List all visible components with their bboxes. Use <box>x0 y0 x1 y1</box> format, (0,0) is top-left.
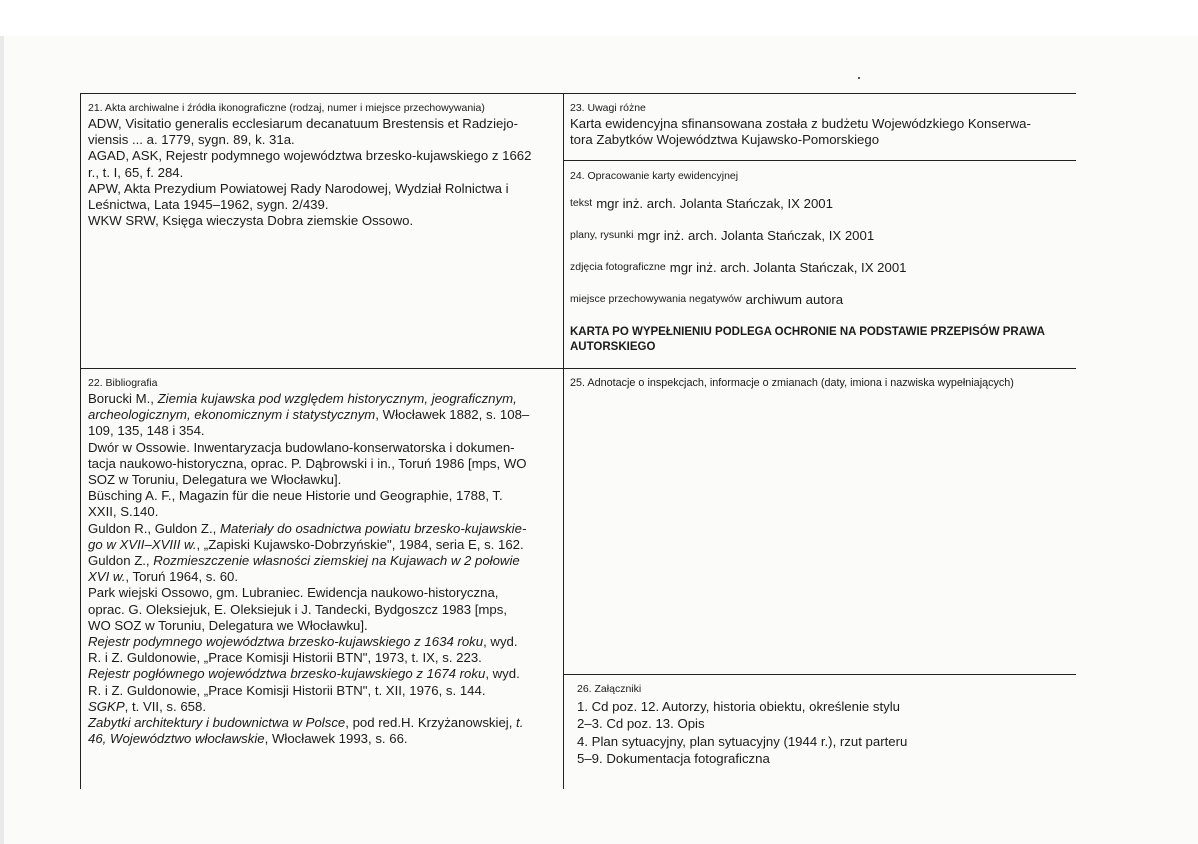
bib-title: Materiały do osadnictwa powiatu brzesko-kujawskie- <box>219 520 527 536</box>
bib-title: SGKP <box>88 698 125 714</box>
s21-line: viensis ... a. 1779, sygn. 89, k. 31a. <box>88 132 295 148</box>
s21-line: AGAD, ASK, Rejestr podymnego województwa brzesko-kujawskiego z 1662 <box>88 148 532 164</box>
s23-line: tora Zabytków Województwa Kujawsko-Pomorskiego <box>570 132 880 148</box>
attachment-item: 4. Plan sytuacyjny, plan sytuacyjny (1944 r.), rzut parteru <box>577 733 908 749</box>
rule-middle <box>80 368 1076 369</box>
section-26-attachments <box>577 683 1071 768</box>
bib-text: , Włocławek 1993, s. 66. <box>264 731 408 747</box>
bib-text: XXII, S.140. <box>88 504 159 520</box>
bib-text: Guldon Z., <box>88 553 154 569</box>
bib-text: Park wiejski Ossowo, gm. Lubraniec. Ewidencja naukowo-historyczna, <box>88 585 499 601</box>
bib-title: go w XVII–XVIII w. <box>88 536 197 552</box>
s24-label: plany, rysunki <box>570 229 634 241</box>
rule-top <box>80 93 1076 94</box>
section-26-header: 26. Załączniki <box>577 683 642 695</box>
rule-left <box>80 93 81 789</box>
section-23-remarks <box>570 102 1070 148</box>
s24-value: archiwum autora <box>745 291 844 307</box>
rule-23-24 <box>563 160 1076 161</box>
bib-text: R. i Z. Guldonowie, „Prace Komisji Historii BTN", 1973, t. IX, s. 223. <box>88 650 482 666</box>
s24-row-plans <box>570 219 1070 251</box>
scan-top-margin <box>0 0 1198 36</box>
speck <box>858 77 860 79</box>
bib-text: , pod red.H. Krzyżanowskiej, <box>345 715 517 731</box>
s23-line: Karta ewidencyjna sfinansowana została z budżetu Wojewódzkiego Konserwa- <box>570 116 1031 131</box>
bib-title: Zabytki architektury i budownictwa w Polsce <box>88 715 346 731</box>
bib-text: R. i Z. Guldonowie, „Prace Komisji Historii BTN", t. XII, 1976, s. 144. <box>88 682 486 698</box>
bib-title: archeologicznym, ekonomicznym i statystycznym <box>88 407 376 423</box>
bib-title: Ziemia kujawska pod względem historycznym, jeograficznym, <box>157 391 517 406</box>
s24-label: zdjęcia fotograficzne <box>570 261 666 273</box>
bib-text: Büsching A. F., Magazin für die neue Historie und Geographie, 1788, T. <box>88 488 503 504</box>
s24-label: tekst <box>570 197 593 209</box>
bib-text: Dwór w Ossowie. Inwentaryzacja budowlano-konserwatorska i dokumen- <box>88 439 515 455</box>
section-21-header: 21. Akta archiwalne i źródła ikonograficzne (rodzaj, numer i miejsce przechowywania) <box>88 102 485 114</box>
copyright-notice-cont: AUTORSKIEGO <box>570 341 656 353</box>
bib-text: 109, 135, 148 i 354. <box>88 423 205 439</box>
bib-title: t. <box>516 715 524 731</box>
s24-value: mgr inż. arch. Jolanta Stańczak, IX 2001 <box>669 259 907 275</box>
rule-center <box>563 93 564 789</box>
attachment-item: 2–3. Cd poz. 13. Opis <box>577 716 705 732</box>
bib-title: XVI w. <box>88 569 126 585</box>
bib-text: , Toruń 1964, s. 60. <box>125 569 239 585</box>
bib-title: 46, Województwo włocławskie <box>88 731 265 747</box>
bib-text: WO SOZ w Toruniu, Delegatura we Włocławku]. <box>88 617 368 633</box>
attachment-item: 5–9. Dokumentacja fotograficzna <box>577 751 770 767</box>
s24-row-photos <box>570 251 1070 283</box>
s24-value: mgr inż. arch. Jolanta Stańczak, IX 2001 <box>596 195 833 211</box>
attachment-item: 1. Cd poz. 12. Autorzy, historia obiektu, określenie stylu <box>577 699 901 714</box>
rule-25-26 <box>563 674 1076 675</box>
bib-text: , „Zapiski Kujawsko-Dobrzyńskie", 1984, seria E, s. 162. <box>196 536 524 552</box>
bib-text: tacja naukowo-historyczna, oprac. P. Dąbrowski i in., Toruń 1986 [mps, WO <box>88 455 527 471</box>
s24-row-text <box>570 187 1070 219</box>
copyright-notice: KARTA PO WYPEŁNIENIU PODLEGA OCHRONIE NA PODSTAWIE PRZEPISÓW PRAWA <box>570 326 1045 338</box>
s21-line: r., t. I, 65, f. 284. <box>88 164 184 180</box>
section-22-header: 22. Bibliografia <box>88 377 158 389</box>
bib-text: , t. VII, s. 658. <box>124 698 207 714</box>
s24-row-negatives <box>570 283 1070 315</box>
section-23-header: 23. Uwagi różne <box>570 102 646 114</box>
section-24-card-preparation <box>570 170 1070 355</box>
bib-text: , Włocławek 1882, s. 108– <box>375 407 530 423</box>
bib-text: , wyd. <box>483 634 518 650</box>
bib-text: , wyd. <box>485 666 520 682</box>
bib-title: Rozmieszczenie własności ziemskiej na Kujawach w 2 połowie <box>153 553 520 569</box>
bib-text: oprac. G. Oleksiejuk, E. Oleksiejuk i J. Tandecki, Bydgoszcz 1983 [mps, <box>88 601 508 617</box>
section-22-bibliography <box>88 377 556 747</box>
s21-line: Leśnictwa, Lata 1945–1962, sygn. 2/439. <box>88 197 329 213</box>
bib-text: SOZ w Toruniu, Delegatura we Włocławku]. <box>88 472 342 488</box>
section-24-header: 24. Opracowanie karty ewidencyjnej <box>570 170 739 182</box>
bib-text: Guldon R., Guldon Z., <box>88 520 220 536</box>
section-25-header: 25. Adnotacje o inspekcjach, informacje o zmianach (daty, imiona i nazwiska wypełniających) <box>570 377 1014 389</box>
bib-text: Borucki M., <box>88 391 158 406</box>
section-25-annotations <box>570 377 1074 390</box>
s21-line: WKW SRW, Księga wieczysta Dobra ziemskie Ossowo. <box>88 213 414 229</box>
s21-line: APW, Akta Prezydium Powiatowej Rady Narodowej, Wydział Rolnictwa i <box>88 180 509 196</box>
s24-value: mgr inż. arch. Jolanta Stańczak, IX 2001 <box>637 227 875 243</box>
s24-label: miejsce przechowywania negatywów <box>570 293 742 305</box>
bib-title: Rejestr pogłównego województwa brzesko-kujawskiego z 1674 roku <box>88 666 486 682</box>
s21-line: ADW, Visitatio generalis ecclesiarum decanatuum Brestensis et Radziejo- <box>88 116 519 131</box>
section-21-archives <box>88 102 556 229</box>
bib-title: Rejestr podymnego województwa brzesko-kujawskiego z 1634 roku <box>88 634 484 650</box>
